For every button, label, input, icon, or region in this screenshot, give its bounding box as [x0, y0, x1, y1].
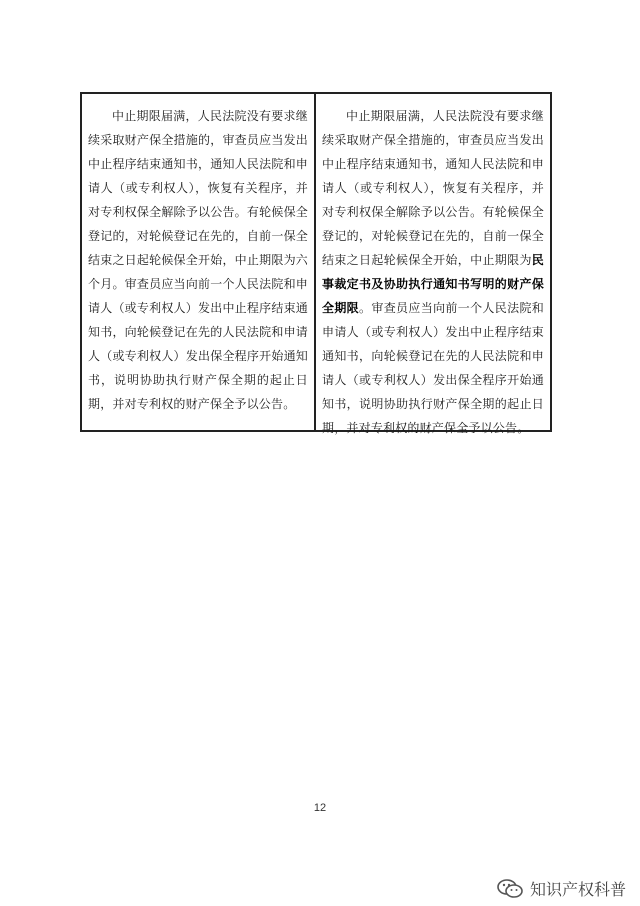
- original-text: 中止期限届满，人民法院没有要求继续采取财产保全措施的，审查员应当发出中止程序结束通知书，通知人民法院和申请人（或专利权人），恢复有关程序，并对专利权保全解除予以公告。有轮候保全登记的，对轮候登记在先的，自前一保全结束之日起轮候保全开始，中止期限为六个月。审查员应当向前一个人民法院和申请人（或专利权人）发出中止程序结束通知书，向轮候登记在先的人民法院和申请人（或专利权人）发出保全程序开始通知书，说明协助执行财产保全期的起止日期，并对专利权的财产保全予以公告。: [88, 109, 308, 411]
- revised-text-column: [316, 94, 550, 435]
- revised-text-highlight: 民事裁定书及协助执行通知书写明的财产保全期限: [322, 253, 544, 315]
- original-text-column: [82, 94, 316, 430]
- comparison-table: [80, 92, 552, 435]
- revised-text-part-1: 中止期限届满，人民法院没有要求继续采取财产保全措施的，审查员应当发出中止程序结束通知书，通知人民法院和申请人（或专利权人），恢复有关程序，并对专利权保全解除予以公告。有轮候保全登记的，对轮候登记在先的，自前一保全结束之日起轮候保全开始，中止期限为: [322, 109, 544, 267]
- revised-text-part-2: 。审查员应当向前一个人民法院和申请人（或专利权人）发出中止程序结束通知书，向轮候登记在先的人民法院和申请人（或专利权人）发出保全程序开始通知书，说明协助执行财产保全期的起止日期，并对专利权的财产保全予以公告。: [322, 301, 544, 435]
- wechat-icon: [496, 878, 524, 900]
- watermark-text: 知识产权科普: [529, 880, 626, 899]
- page-number: 12: [313, 802, 327, 814]
- watermark: [496, 877, 626, 900]
